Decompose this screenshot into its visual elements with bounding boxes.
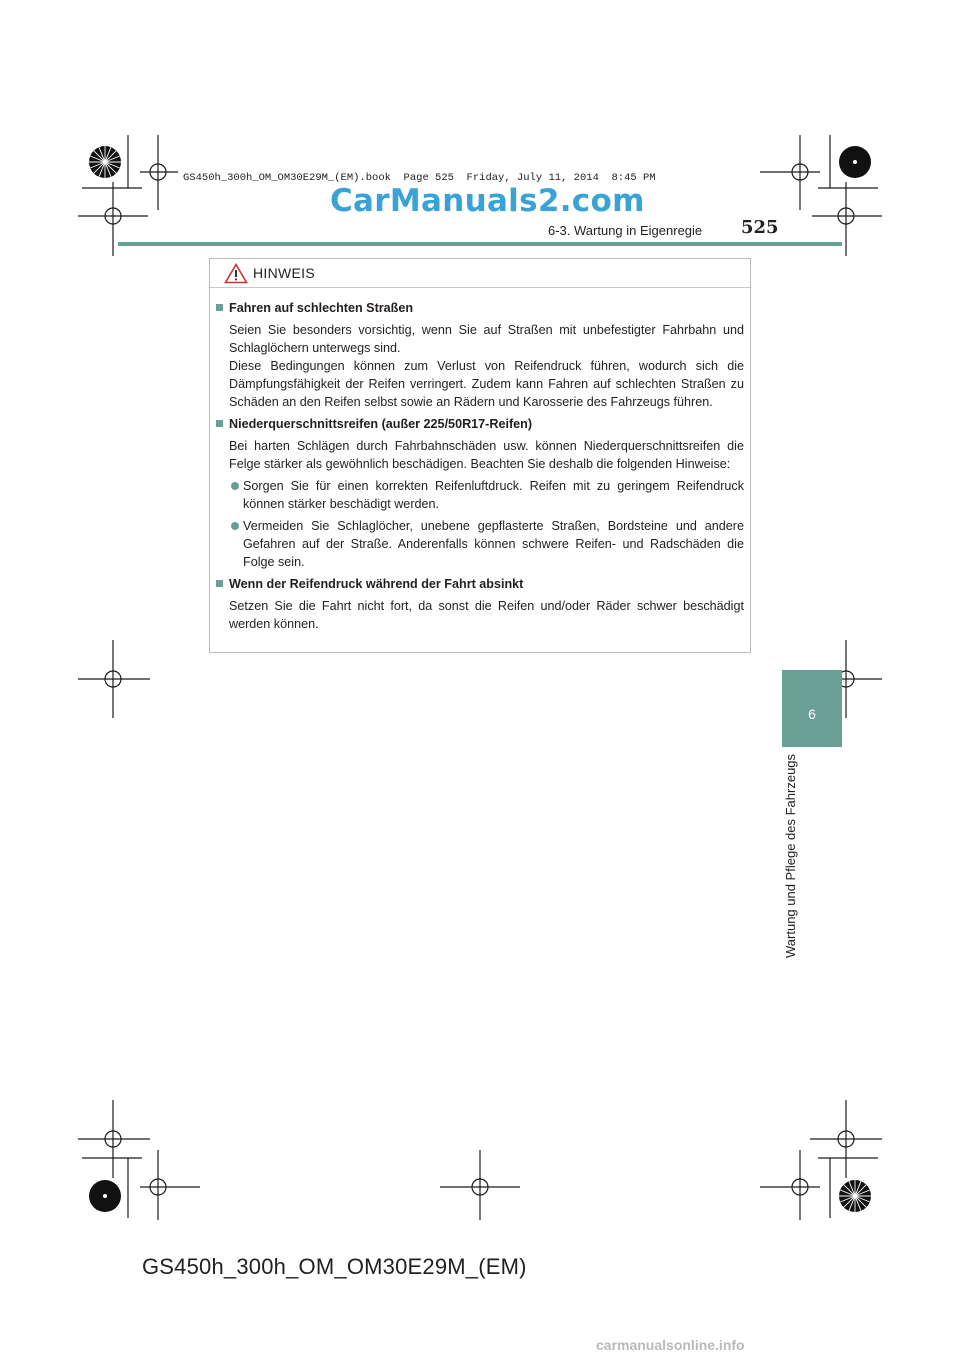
notice-header bbox=[210, 259, 750, 288]
item-heading bbox=[216, 575, 744, 593]
dot-bullet-icon bbox=[231, 522, 239, 530]
item-paragraph: Setzen Sie die Fahrt nicht fort, da sonst die Reifen und/oder Räder schwer beschädigt werden können. bbox=[229, 599, 744, 631]
notice-content bbox=[216, 299, 744, 633]
footer-watermark: carmanualsonline.info bbox=[596, 1337, 745, 1353]
square-bullet-icon bbox=[216, 304, 223, 311]
notice-title: HINWEIS bbox=[253, 265, 315, 281]
square-bullet-icon bbox=[216, 580, 223, 587]
corner-target-top-left bbox=[88, 145, 122, 179]
item-heading-text: Fahren auf schlechten Straßen bbox=[229, 301, 414, 315]
corner-target-bottom-left bbox=[88, 1179, 122, 1213]
item-heading-text: Wenn der Reifendruck während der Fahrt absinkt bbox=[229, 577, 524, 591]
page-number: 525 bbox=[741, 217, 779, 238]
bullet-text: Sorgen Sie für einen korrekten Reifenluftdruck. Reifen mit zu geringem Reifendruck können stärker beschädigt werden. bbox=[243, 479, 744, 511]
item-heading bbox=[216, 299, 744, 317]
item-heading-text: Niederquerschnittsreifen (außer 225/50R17-Reifen) bbox=[229, 417, 533, 431]
bullet-item bbox=[216, 477, 744, 513]
header-rule bbox=[118, 242, 842, 246]
section-title: 6-3. Wartung in Eigenregie bbox=[548, 223, 703, 238]
notice-box bbox=[209, 258, 751, 653]
watermark-logo: CarManuals2.com bbox=[330, 183, 645, 219]
warning-triangle-icon bbox=[224, 263, 248, 284]
item-paragraph: Diese Bedingungen können zum Verlust von Reifendruck führen, wodurch sich die Dämpfungsfähigkeit der Reifen verringert. Zudem kann Fahren auf schlechten Straßen zu Schäden an den Reifen selbst sowie an Rädern und Karosserie des Fahrzeugs führen. bbox=[229, 359, 744, 409]
book-info-line: GS450h_300h_OM_OM30E29M_(EM).book Page 525 Friday, July 11, 2014 8:45 PM bbox=[183, 172, 656, 184]
bullet-text: Vermeiden Sie Schlaglöcher, unebene gepflasterte Straßen, Bordsteine und andere Gefahren auf der Straße. Anderenfalls können schwere Reifen- und Radschäden die Folge sein. bbox=[243, 519, 744, 569]
item-paragraph: Bei harten Schlägen durch Fahrbahnschäden usw. können Niederquerschnittsreifen die Felge stärker als gewöhnlich beschädigen. Beachten Sie deshalb die folgenden Hinweise: bbox=[229, 439, 744, 471]
item-paragraph: Seien Sie besonders vorsichtig, wenn Sie auf Straßen mit unbefestigter Fahrbahn und Schlaglöchern unterwegs sind. bbox=[229, 323, 744, 355]
corner-target-bottom-right bbox=[838, 1179, 872, 1213]
item-heading bbox=[216, 415, 744, 433]
document-code: GS450h_300h_OM_OM30E29M_(EM) bbox=[142, 1254, 527, 1279]
chapter-number: 6 bbox=[808, 706, 816, 722]
dot-bullet-icon bbox=[231, 482, 239, 490]
chapter-title-text: Wartung und Pflege des Fahrzeugs bbox=[783, 753, 798, 958]
chapter-title bbox=[783, 753, 803, 958]
square-bullet-icon bbox=[216, 420, 223, 427]
corner-target-top-right bbox=[838, 145, 872, 179]
bullet-item bbox=[216, 517, 744, 571]
